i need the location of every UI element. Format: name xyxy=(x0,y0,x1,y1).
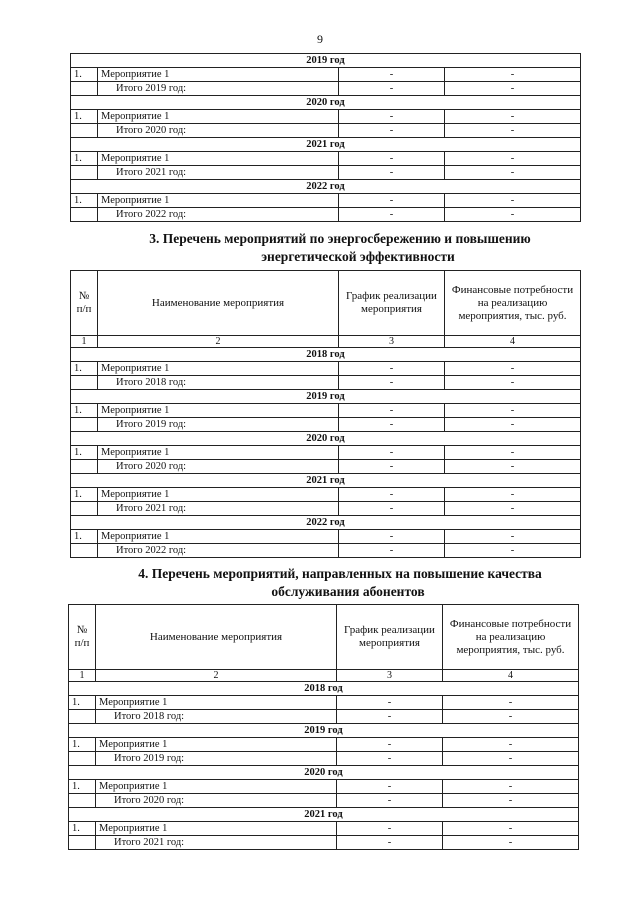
year-heading: 2022 год xyxy=(71,180,581,194)
page-number: 9 xyxy=(317,32,323,46)
table-section-3-body xyxy=(71,348,581,558)
total-schedule: - xyxy=(339,376,445,390)
item-finance: - xyxy=(443,780,579,794)
table-section-3 xyxy=(70,270,581,558)
table-top-body xyxy=(71,54,581,222)
table-row xyxy=(71,530,581,544)
section-3-title-line2: энергетической эффективности xyxy=(261,249,455,264)
total-label: Итого 2020 год: xyxy=(96,794,337,808)
section-4-title-line2: обслуживания абонентов xyxy=(271,584,425,599)
table-row xyxy=(69,822,579,836)
total-number xyxy=(71,502,98,516)
total-finance: - xyxy=(443,710,579,724)
header-schedule: График реализации мероприятия xyxy=(337,605,443,670)
table-section-4 xyxy=(68,604,579,850)
header-finance: Финансовые потребности на реализацию мероприятия, тыс. руб. xyxy=(443,605,579,670)
table-row xyxy=(71,194,581,208)
item-name: Мероприятие 1 xyxy=(96,780,337,794)
item-finance: - xyxy=(445,488,581,502)
item-number: 1. xyxy=(69,780,96,794)
section-3-title xyxy=(60,230,620,266)
total-finance: - xyxy=(445,502,581,516)
item-schedule: - xyxy=(337,738,443,752)
item-name: Мероприятие 1 xyxy=(98,110,339,124)
total-label: Итого 2022 год: xyxy=(98,544,339,558)
year-heading: 2018 год xyxy=(71,348,581,362)
item-number: 1. xyxy=(71,488,98,502)
total-label: Итого 2018 год: xyxy=(98,376,339,390)
total-number xyxy=(69,710,96,724)
item-schedule: - xyxy=(337,696,443,710)
item-name: Мероприятие 1 xyxy=(98,152,339,166)
total-schedule: - xyxy=(339,82,445,96)
col-number: 2 xyxy=(96,670,337,682)
year-heading: 2019 год xyxy=(71,390,581,404)
item-finance: - xyxy=(445,530,581,544)
table-top xyxy=(70,53,581,222)
item-name: Мероприятие 1 xyxy=(98,194,339,208)
item-name: Мероприятие 1 xyxy=(98,530,339,544)
total-number xyxy=(69,752,96,766)
item-schedule: - xyxy=(339,488,445,502)
total-label: Итого 2020 год: xyxy=(98,124,339,138)
total-label: Итого 2021 год: xyxy=(98,166,339,180)
total-row xyxy=(71,166,581,180)
item-finance: - xyxy=(443,822,579,836)
year-heading: 2021 год xyxy=(69,808,579,822)
total-schedule: - xyxy=(339,544,445,558)
total-label: Итого 2019 год: xyxy=(98,82,339,96)
item-finance: - xyxy=(445,194,581,208)
item-finance: - xyxy=(445,68,581,82)
table-row xyxy=(69,696,579,710)
total-row xyxy=(71,418,581,432)
total-finance: - xyxy=(445,460,581,474)
item-finance: - xyxy=(445,152,581,166)
total-schedule: - xyxy=(337,752,443,766)
total-row xyxy=(71,82,581,96)
item-schedule: - xyxy=(339,110,445,124)
total-finance: - xyxy=(445,208,581,222)
total-finance: - xyxy=(445,376,581,390)
item-schedule: - xyxy=(337,780,443,794)
col-number: 4 xyxy=(445,336,581,348)
total-schedule: - xyxy=(339,460,445,474)
table-row xyxy=(71,404,581,418)
item-number: 1. xyxy=(71,530,98,544)
item-name: Мероприятие 1 xyxy=(96,738,337,752)
item-finance: - xyxy=(445,110,581,124)
item-number: 1. xyxy=(71,446,98,460)
table-row xyxy=(69,738,579,752)
total-number xyxy=(69,836,96,850)
item-schedule: - xyxy=(339,404,445,418)
item-schedule: - xyxy=(339,530,445,544)
item-number: 1. xyxy=(69,822,96,836)
col-number: 1 xyxy=(69,670,96,682)
total-finance: - xyxy=(443,794,579,808)
item-schedule: - xyxy=(339,152,445,166)
year-heading: 2021 год xyxy=(71,474,581,488)
item-schedule: - xyxy=(337,822,443,836)
item-schedule: - xyxy=(339,362,445,376)
total-row xyxy=(69,752,579,766)
item-number: 1. xyxy=(69,738,96,752)
table-row xyxy=(71,110,581,124)
item-name: Мероприятие 1 xyxy=(96,696,337,710)
table-row xyxy=(71,152,581,166)
item-finance: - xyxy=(445,446,581,460)
total-label: Итого 2021 год: xyxy=(96,836,337,850)
item-number: 1. xyxy=(71,68,98,82)
total-row xyxy=(71,376,581,390)
total-schedule: - xyxy=(337,794,443,808)
col-number: 2 xyxy=(98,336,339,348)
total-schedule: - xyxy=(339,502,445,516)
total-finance: - xyxy=(445,418,581,432)
year-heading: 2019 год xyxy=(71,54,581,68)
item-number: 1. xyxy=(69,696,96,710)
col-number: 1 xyxy=(71,336,98,348)
year-heading: 2020 год xyxy=(71,432,581,446)
item-finance: - xyxy=(445,404,581,418)
item-finance: - xyxy=(445,362,581,376)
total-row xyxy=(69,710,579,724)
year-heading: 2020 год xyxy=(71,96,581,110)
total-schedule: - xyxy=(339,166,445,180)
item-number: 1. xyxy=(71,110,98,124)
item-schedule: - xyxy=(339,68,445,82)
total-number xyxy=(71,460,98,474)
total-schedule: - xyxy=(339,418,445,432)
item-number: 1. xyxy=(71,404,98,418)
section-3-title-line1: 3. Перечень мероприятий по энергосбережению и повышению xyxy=(149,231,531,246)
total-number xyxy=(71,166,98,180)
total-finance: - xyxy=(445,544,581,558)
header-schedule: График реализации мероприятия xyxy=(339,271,445,336)
total-row xyxy=(69,794,579,808)
col-number: 3 xyxy=(339,336,445,348)
total-label: Итого 2021 год: xyxy=(98,502,339,516)
year-heading: 2021 год xyxy=(71,138,581,152)
item-number: 1. xyxy=(71,194,98,208)
total-schedule: - xyxy=(339,124,445,138)
total-number xyxy=(71,208,98,222)
total-schedule: - xyxy=(337,836,443,850)
total-row xyxy=(71,208,581,222)
item-name: Мероприятие 1 xyxy=(98,362,339,376)
total-number xyxy=(71,82,98,96)
header-num: № п/п xyxy=(69,605,96,670)
total-number xyxy=(71,418,98,432)
total-label: Итого 2019 год: xyxy=(96,752,337,766)
total-label: Итого 2018 год: xyxy=(96,710,337,724)
item-finance: - xyxy=(443,738,579,752)
total-number xyxy=(69,794,96,808)
table-row xyxy=(71,68,581,82)
table-section-4-body xyxy=(69,682,579,850)
section-4-title xyxy=(60,565,620,601)
total-number xyxy=(71,124,98,138)
header-name: Наименование мероприятия xyxy=(96,605,337,670)
item-name: Мероприятие 1 xyxy=(98,446,339,460)
header-num: № п/п xyxy=(71,271,98,336)
item-name: Мероприятие 1 xyxy=(98,68,339,82)
item-schedule: - xyxy=(339,194,445,208)
total-finance: - xyxy=(445,124,581,138)
table-row xyxy=(71,362,581,376)
total-finance: - xyxy=(443,752,579,766)
total-number xyxy=(71,376,98,390)
table-row xyxy=(71,446,581,460)
item-number: 1. xyxy=(71,362,98,376)
total-row xyxy=(69,836,579,850)
header-finance: Финансовые потребности на реализацию мероприятия, тыс. руб. xyxy=(445,271,581,336)
table-row xyxy=(69,780,579,794)
item-number: 1. xyxy=(71,152,98,166)
total-row xyxy=(71,124,581,138)
total-number xyxy=(71,544,98,558)
table-row xyxy=(71,488,581,502)
section-4-title-line1: 4. Перечень мероприятий, направленных на повышение качества xyxy=(138,566,542,581)
year-heading: 2020 год xyxy=(69,766,579,780)
item-finance: - xyxy=(443,696,579,710)
total-schedule: - xyxy=(339,208,445,222)
total-schedule: - xyxy=(337,710,443,724)
total-label: Итого 2022 год: xyxy=(98,208,339,222)
item-name: Мероприятие 1 xyxy=(96,822,337,836)
header-name: Наименование мероприятия xyxy=(98,271,339,336)
col-number: 4 xyxy=(443,670,579,682)
total-finance: - xyxy=(445,82,581,96)
total-finance: - xyxy=(443,836,579,850)
total-label: Итого 2020 год: xyxy=(98,460,339,474)
total-row xyxy=(71,460,581,474)
total-label: Итого 2019 год: xyxy=(98,418,339,432)
total-row xyxy=(71,544,581,558)
item-schedule: - xyxy=(339,446,445,460)
total-row xyxy=(71,502,581,516)
item-name: Мероприятие 1 xyxy=(98,404,339,418)
year-heading: 2019 год xyxy=(69,724,579,738)
total-finance: - xyxy=(445,166,581,180)
col-number: 3 xyxy=(337,670,443,682)
year-heading: 2022 год xyxy=(71,516,581,530)
year-heading: 2018 год xyxy=(69,682,579,696)
item-name: Мероприятие 1 xyxy=(98,488,339,502)
